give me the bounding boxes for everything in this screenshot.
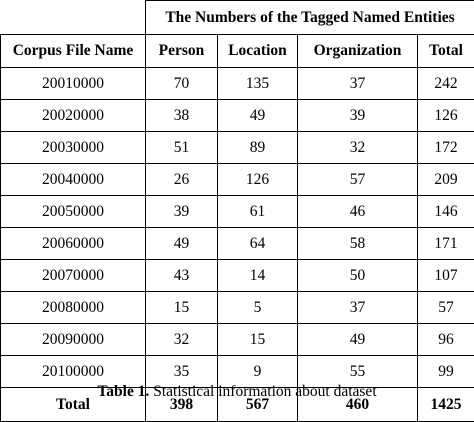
table-row bbox=[1, 292, 474, 324]
cell-person: 15 bbox=[146, 292, 218, 324]
cell-corpus-file-name: 20040000 bbox=[1, 164, 146, 196]
cell-total: 172 bbox=[418, 132, 474, 164]
cell-total: 171 bbox=[418, 228, 474, 260]
cell-location: 126 bbox=[218, 164, 298, 196]
table-row bbox=[1, 68, 474, 100]
cell-organization: 58 bbox=[298, 228, 418, 260]
cell-organization: 46 bbox=[298, 196, 418, 228]
cell-organization: 55 bbox=[298, 356, 418, 388]
cell-total: 209 bbox=[418, 164, 474, 196]
column-header-person: Person bbox=[146, 35, 218, 68]
cell-corpus-file-name: 20080000 bbox=[1, 292, 146, 324]
cell-corpus-file-name: 20020000 bbox=[1, 100, 146, 132]
cell-organization: 49 bbox=[298, 324, 418, 356]
table-row bbox=[1, 324, 474, 356]
table-row bbox=[1, 228, 474, 260]
cell-organization: 50 bbox=[298, 260, 418, 292]
cell-person: 49 bbox=[146, 228, 218, 260]
caption-label: Table 1. bbox=[97, 383, 149, 400]
cell-location: 64 bbox=[218, 228, 298, 260]
cell-person: 70 bbox=[146, 68, 218, 100]
cell-corpus-file-name: 20070000 bbox=[1, 260, 146, 292]
cell-person: 43 bbox=[146, 260, 218, 292]
column-header-total: Total bbox=[418, 35, 474, 68]
cell-person: 38 bbox=[146, 100, 218, 132]
corner-cell bbox=[1, 1, 146, 35]
table-row bbox=[1, 132, 474, 164]
total-person: 398 bbox=[146, 388, 218, 422]
cell-total: 146 bbox=[418, 196, 474, 228]
cell-organization: 39 bbox=[298, 100, 418, 132]
cell-corpus-file-name: 20090000 bbox=[1, 324, 146, 356]
cell-location: 61 bbox=[218, 196, 298, 228]
cell-location: 9 bbox=[218, 356, 298, 388]
cell-total: 96 bbox=[418, 324, 474, 356]
cell-corpus-file-name: 20060000 bbox=[1, 228, 146, 260]
column-header-row bbox=[1, 35, 474, 68]
cell-person: 26 bbox=[146, 164, 218, 196]
group-header: The Numbers of the Tagged Named Entities bbox=[146, 1, 474, 35]
cell-corpus-file-name: 20010000 bbox=[1, 68, 146, 100]
column-header-location: Location bbox=[218, 35, 298, 68]
cell-total: 242 bbox=[418, 68, 474, 100]
table-row bbox=[1, 196, 474, 228]
column-header-organization: Organization bbox=[298, 35, 418, 68]
column-header-corpus-file-name: Corpus File Name bbox=[1, 35, 146, 68]
cell-corpus-file-name: 20100000 bbox=[1, 356, 146, 388]
total-label: Total bbox=[1, 388, 146, 422]
cell-location: 49 bbox=[218, 100, 298, 132]
cell-person: 35 bbox=[146, 356, 218, 388]
cell-organization: 37 bbox=[298, 68, 418, 100]
cell-corpus-file-name: 20030000 bbox=[1, 132, 146, 164]
table-row bbox=[1, 100, 474, 132]
cell-location: 15 bbox=[218, 324, 298, 356]
cell-total: 57 bbox=[418, 292, 474, 324]
caption-text: Statistical information about dataset bbox=[149, 383, 376, 400]
cell-person: 32 bbox=[146, 324, 218, 356]
cell-location: 135 bbox=[218, 68, 298, 100]
cell-organization: 37 bbox=[298, 292, 418, 324]
cell-location: 5 bbox=[218, 292, 298, 324]
total-organization: 460 bbox=[298, 388, 418, 422]
cell-location: 89 bbox=[218, 132, 298, 164]
table-row bbox=[1, 260, 474, 292]
cell-person: 51 bbox=[146, 132, 218, 164]
cell-total: 107 bbox=[418, 260, 474, 292]
cell-total: 99 bbox=[418, 356, 474, 388]
cell-organization: 57 bbox=[298, 164, 418, 196]
cell-location: 14 bbox=[218, 260, 298, 292]
total-location: 567 bbox=[218, 388, 298, 422]
table-caption bbox=[0, 382, 474, 402]
table-row bbox=[1, 164, 474, 196]
total-total: 1425 bbox=[418, 388, 474, 422]
cell-organization: 32 bbox=[298, 132, 418, 164]
group-header-row bbox=[1, 1, 474, 35]
cell-corpus-file-name: 20050000 bbox=[1, 196, 146, 228]
cell-person: 39 bbox=[146, 196, 218, 228]
cell-total: 126 bbox=[418, 100, 474, 132]
